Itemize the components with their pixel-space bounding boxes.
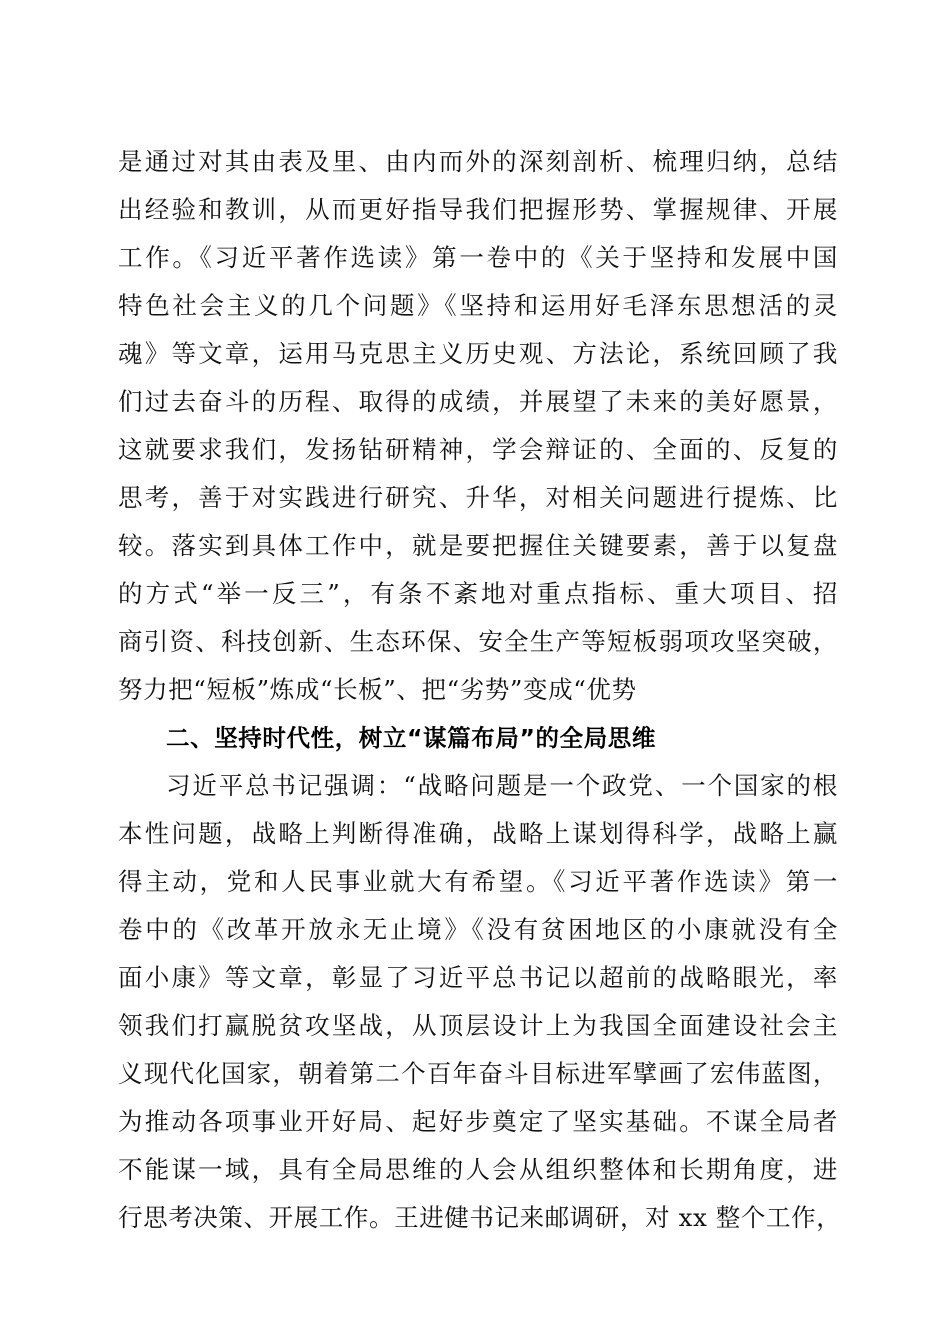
- paragraph-line: 义现代化国家，朝着第二个百年奋斗目标进军擘画了宏伟蓝图，: [118, 1059, 838, 1088]
- paragraph-line: 习近平总书记强调：“战略问题是一个政党、一个国家的根: [166, 771, 838, 800]
- paragraph-line: 商引资、科技创新、生态环保、安全生产等短板弱项攻坚突破，: [118, 627, 838, 656]
- paragraph-line: 魂》等文章，运用马克思主义历史观、方法论，系统回顾了我: [118, 339, 838, 368]
- paragraph-line: 工作。《习近平著作选读》第一卷中的《关于坚持和发展中国: [118, 243, 838, 272]
- paragraph-line: 本性问题，战略上判断得准确，战略上谋划得科学，战略上赢: [118, 819, 838, 848]
- paragraph-line: 不能谋一域，具有全局思维的人会从组织整体和长期角度，进: [118, 1155, 838, 1184]
- paragraph-line: 的方式“举一反三”，有条不紊地对重点指标、重大项目、招: [118, 579, 838, 608]
- paragraph-line: 是通过对其由表及里、由内而外的深刻剖析、梳理归纳，总结: [118, 147, 838, 176]
- paragraph-line: 努力把“短板”炼成“长板”、把“劣势”变成“优势: [118, 675, 637, 704]
- paragraph-line: 出经验和教训，从而更好指导我们把握形势、掌握规律、开展: [118, 195, 838, 224]
- paragraph-line: 卷中的《改革开放永无止境》《没有贫困地区的小康就没有全: [118, 915, 838, 944]
- paragraph-line: 行思考决策、开展工作。王进健书记来邮调研，对 xx 整个工作，: [118, 1203, 842, 1232]
- paragraph-line: 思考，善于对实践进行研究、升华，对相关问题进行提炼、比: [118, 483, 838, 512]
- paragraph-line: 这就要求我们，发扬钻研精神，学会辩证的、全面的、反复的: [118, 435, 838, 464]
- paragraph-line: 为推动各项事业开好局、起好步奠定了坚实基础。不谋全局者: [118, 1107, 838, 1136]
- paragraph-line: 得主动，党和人民事业就大有希望。《习近平著作选读》第一: [118, 867, 838, 896]
- paragraph-line: 特色社会主义的几个问题》《坚持和运用好毛泽东思想活的灵: [118, 291, 838, 320]
- paragraph-line: 较。落实到具体工作中，就是要把握住关键要素，善于以复盘: [118, 531, 838, 560]
- paragraph-line: 面小康》等文章，彰显了习近平总书记以超前的战略眼光，率: [118, 963, 838, 992]
- paragraph-line: 领我们打赢脱贫攻坚战，从顶层设计上为我国全面建设社会主: [118, 1011, 838, 1040]
- paragraph-line: 们过去奋斗的历程、取得的成绩，并展望了未来的美好愿景，: [118, 387, 838, 416]
- section-heading: 二、坚持时代性，树立“谋篇布局”的全局思维: [166, 724, 656, 752]
